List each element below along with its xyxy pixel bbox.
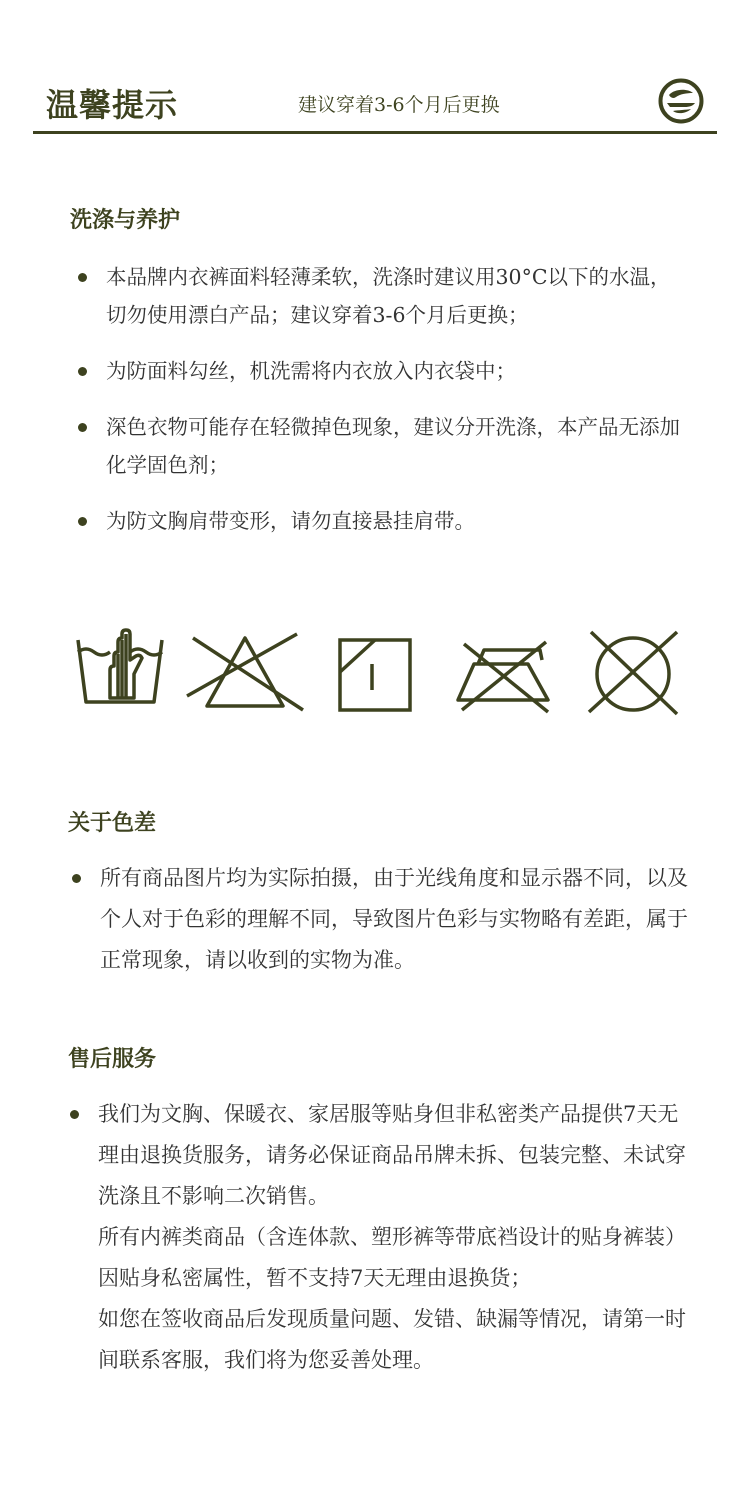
color-diff-list bbox=[70, 858, 690, 981]
care-section-title: 洗涤与养护 bbox=[70, 207, 181, 233]
list-item: 所有商品图片均为实际拍摄，由于光线角度和显示器不同，以及个人对于色彩的理解不同，导致图片色彩与实物略有差距，属于正常现象，请以收到的实物为准。 bbox=[70, 858, 690, 981]
bullet-dot bbox=[70, 1110, 79, 1119]
list-item: 为防文胸肩带变形，请勿直接悬挂肩带。 bbox=[76, 502, 686, 540]
bullet-dot bbox=[78, 273, 87, 282]
color-diff-section-title: 关于色差 bbox=[68, 810, 157, 836]
bullet-dot bbox=[78, 367, 87, 376]
care-symbols bbox=[70, 620, 690, 720]
hand-wash-icon bbox=[70, 620, 170, 720]
list-item: 我们为文胸、保暖衣、家居服等贴身但非私密类产品提供7天无理由退换货服务，请务必保证商品吊牌未拆、包装完整、未试穿洗涤且不影响二次销售。 所有内裤类商品（含连体款、塑形裤等带底裆设计的贴身裤装）因贴身私密属性，暂不支持7天无理由退换货； 如您在签收商品后发现质量问题、发错、缺漏等情况，请第一时间联系客服，我们将为您妥善处理。 bbox=[68, 1094, 690, 1381]
brand-logo-icon bbox=[656, 76, 706, 126]
list-item: 深色衣物可能存在轻微掉色现象，建议分开洗涤，本产品无添加化学固色剂； bbox=[76, 408, 686, 484]
header bbox=[0, 0, 750, 135]
header-divider bbox=[33, 131, 717, 134]
after-sales-section-title: 售后服务 bbox=[68, 1046, 157, 1072]
care-list bbox=[76, 258, 686, 558]
bullet-dot bbox=[78, 423, 87, 432]
page-title: 温馨提示 bbox=[46, 86, 179, 124]
page-subtitle: 建议穿着3-6个月后更换 bbox=[298, 94, 500, 116]
bullet-dot bbox=[72, 874, 81, 883]
bullet-dot bbox=[78, 517, 87, 526]
do-not-bleach-icon bbox=[185, 620, 305, 720]
after-sales-list bbox=[68, 1094, 690, 1381]
do-not-iron-icon bbox=[450, 620, 555, 720]
list-item: 为防面料勾丝，机洗需将内衣放入内衣袋中； bbox=[76, 352, 686, 390]
do-not-dry-clean-icon bbox=[585, 620, 685, 720]
list-item: 本品牌内衣裤面料轻薄柔软，洗涤时建议用30°C以下的水温，切勿使用漂白产品；建议穿着3-6个月后更换； bbox=[76, 258, 686, 334]
tumble-dry-icon bbox=[335, 620, 415, 720]
